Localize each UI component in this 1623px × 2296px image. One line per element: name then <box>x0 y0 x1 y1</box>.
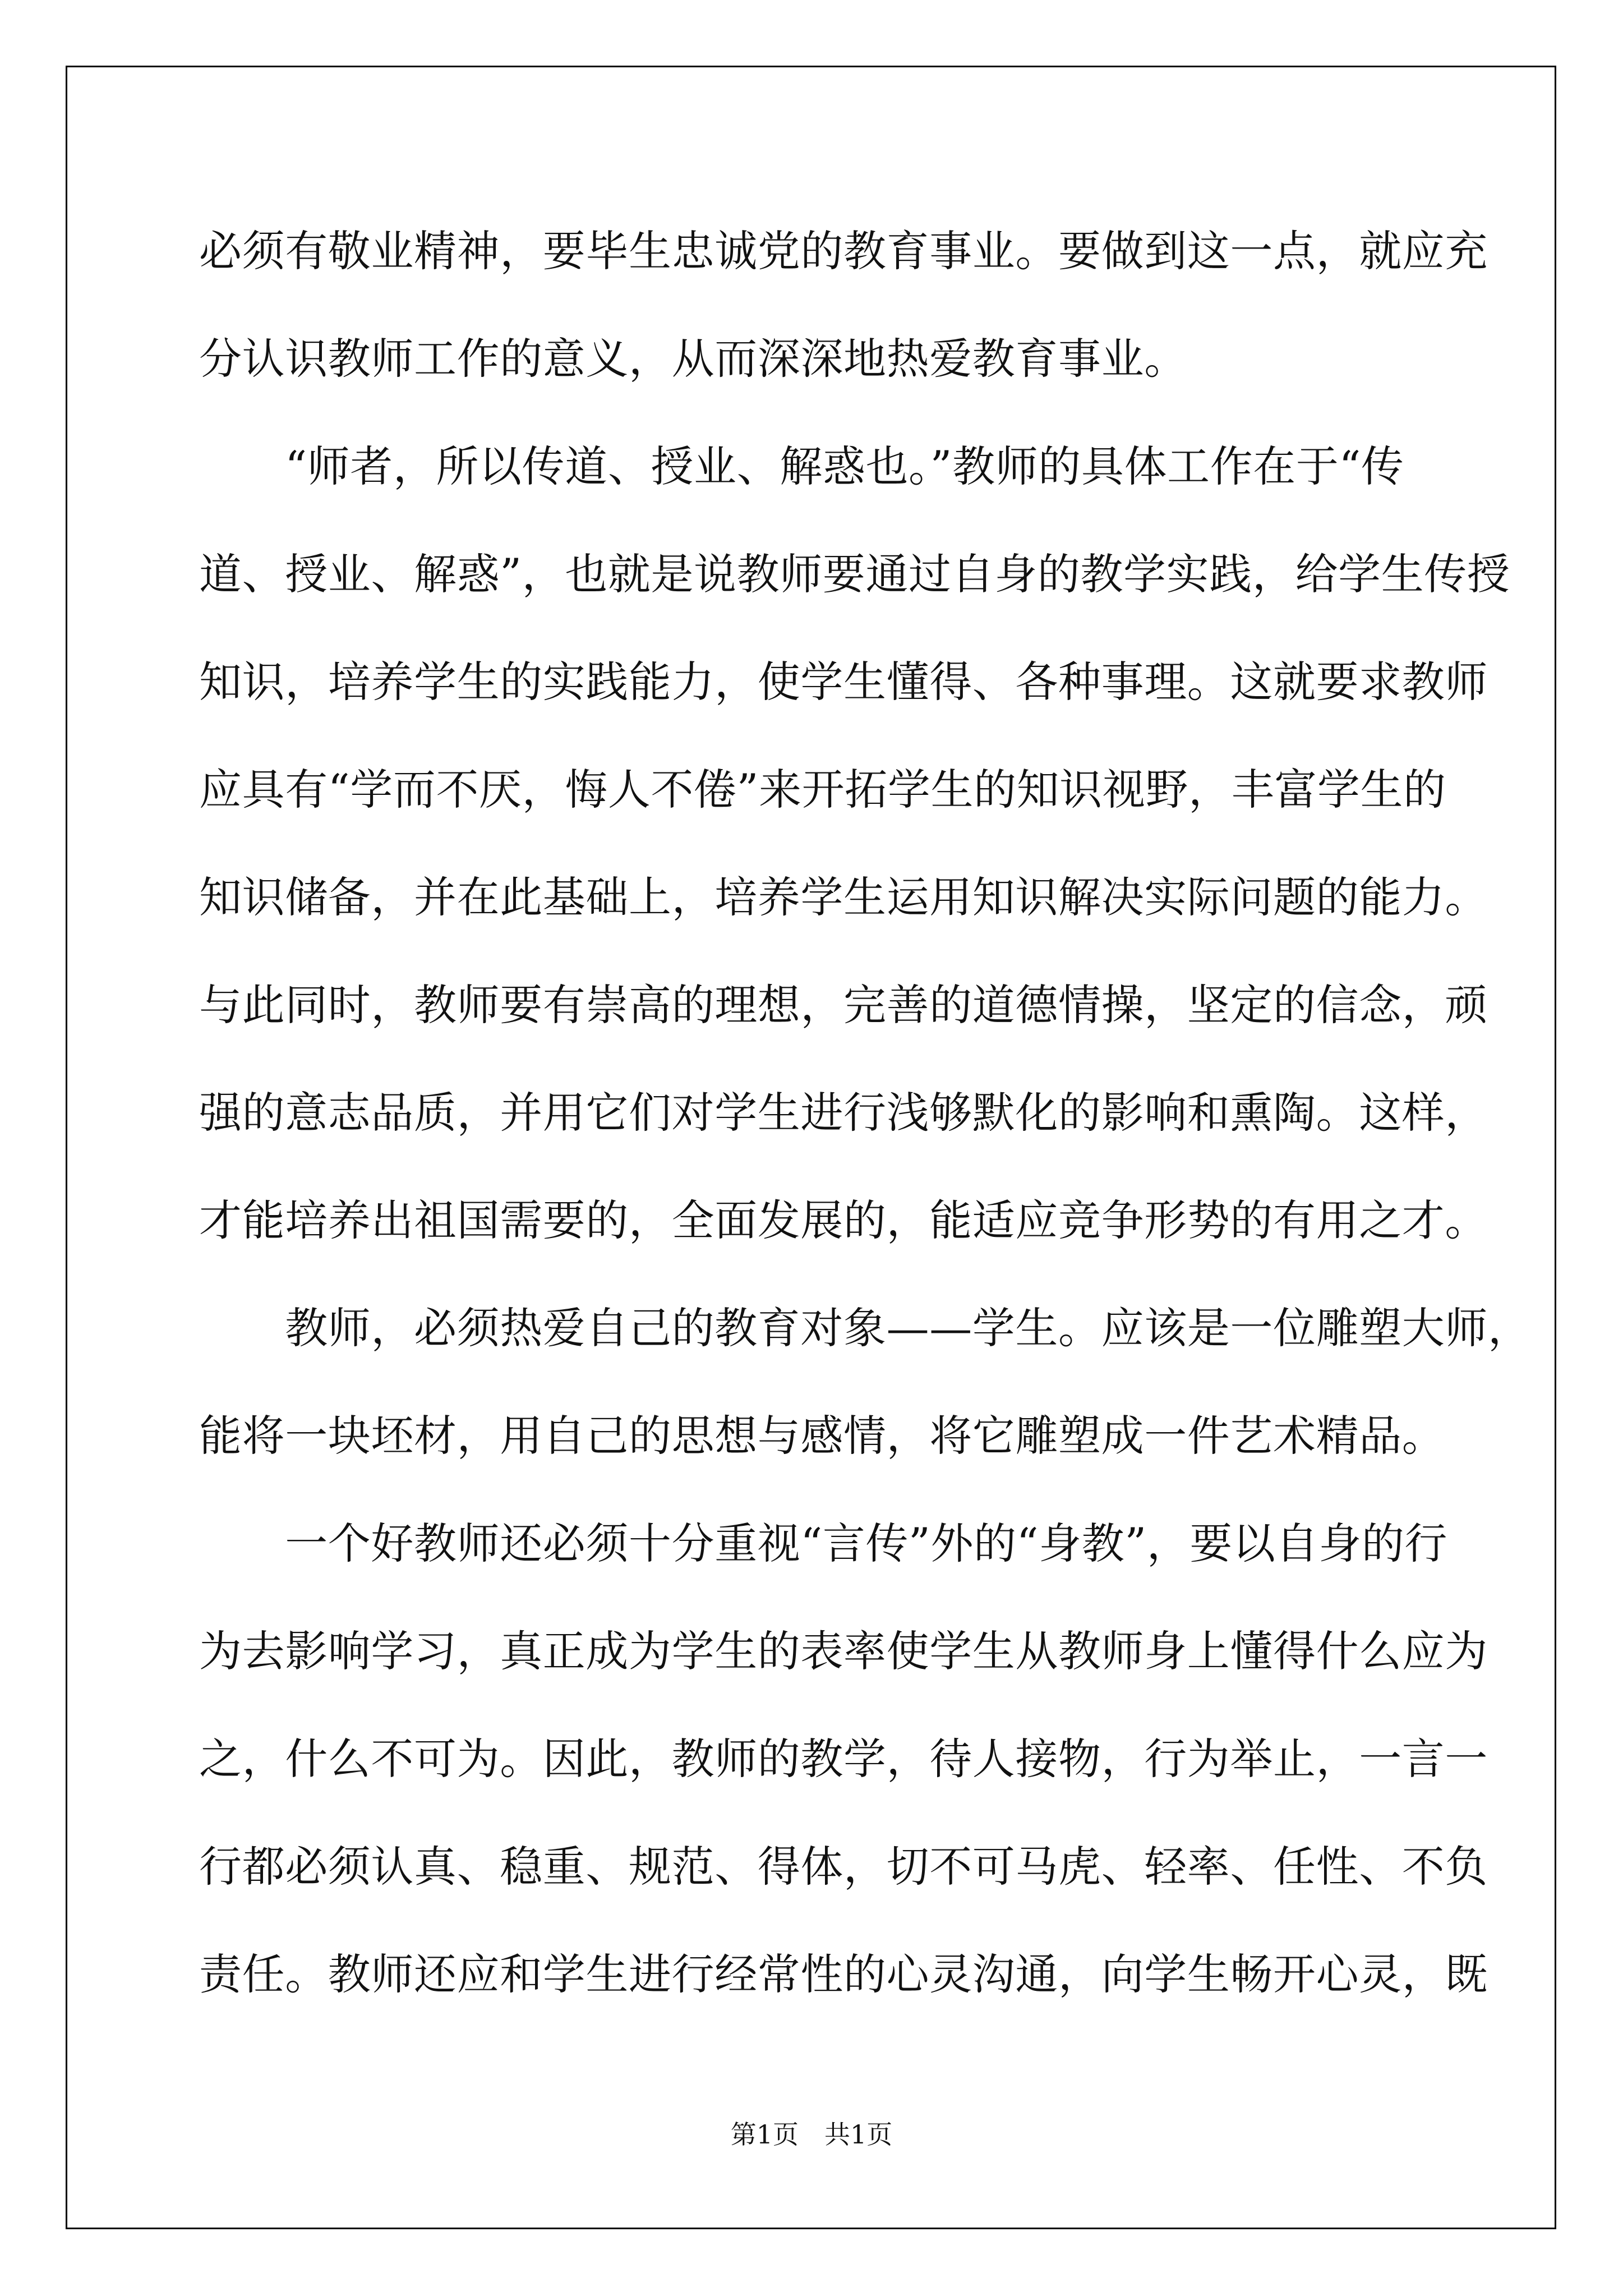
document-body <box>199 218 1531 2049</box>
page-number-footer: 第1页 共1页 <box>730 2119 893 2150</box>
text-line: 道、授业、解惑”，也就是说教师要通过自身的教学实践，给学生传授 <box>199 549 1510 599</box>
text-line: “师者，所以传道、授业、解惑也。”教师的具体工作在于“传 <box>199 441 1404 491</box>
text-line: 必须有敬业精神，要毕生忠诚党的教育事业。要做到这一点，就应充 <box>199 226 1488 276</box>
text-line: 才能培养出祖国需要的，全面发展的，能适应竞争形势的有用之才。 <box>199 1195 1488 1245</box>
text-line: 之，什么不可为。因此，教师的教学，待人接物，行为举止，一言一 <box>199 1734 1488 1784</box>
text-line: 应具有“学而不厌，悔人不倦”来开拓学生的知识视野，丰富学生的 <box>199 765 1446 815</box>
text-line: 知识，培养学生的实践能力，使学生懂得、各种事理。这就要求教师 <box>199 657 1488 707</box>
text-line: 教师，必须热爱自己的教育对象——学生。应该是一位雕塑大师， <box>199 1303 1531 1353</box>
text-line: 与此同时，教师要有崇高的理想，完善的道德情操，坚定的信念，顽 <box>199 980 1488 1030</box>
text-line: 责任。教师还应和学生进行经常性的心灵沟通，向学生畅开心灵，既 <box>199 1949 1488 1999</box>
text-line: 强的意志品质，并用它们对学生进行浅够默化的影响和熏陶。这样， <box>199 1088 1488 1138</box>
text-line: 知识储备，并在此基础上，培养学生运用知识解决实际问题的能力。 <box>199 872 1488 922</box>
text-line: 能将一块坯材，用自己的思想与感情，将它雕塑成一件艺术精品。 <box>199 1411 1445 1461</box>
text-line: 分认识教师工作的意义，从而深深地热爱教育事业。 <box>199 334 1187 384</box>
text-line: 行都必须认真、稳重、规范、得体，切不可马虎、轻率、任性、不负 <box>199 1842 1488 1892</box>
text-line: 为去影响学习，真正成为学生的表率使学生从教师身上懂得什么应为 <box>199 1626 1488 1676</box>
text-line: 一个好教师还必须十分重视“言传”外的“身教”，要以自身的行 <box>199 1519 1448 1568</box>
